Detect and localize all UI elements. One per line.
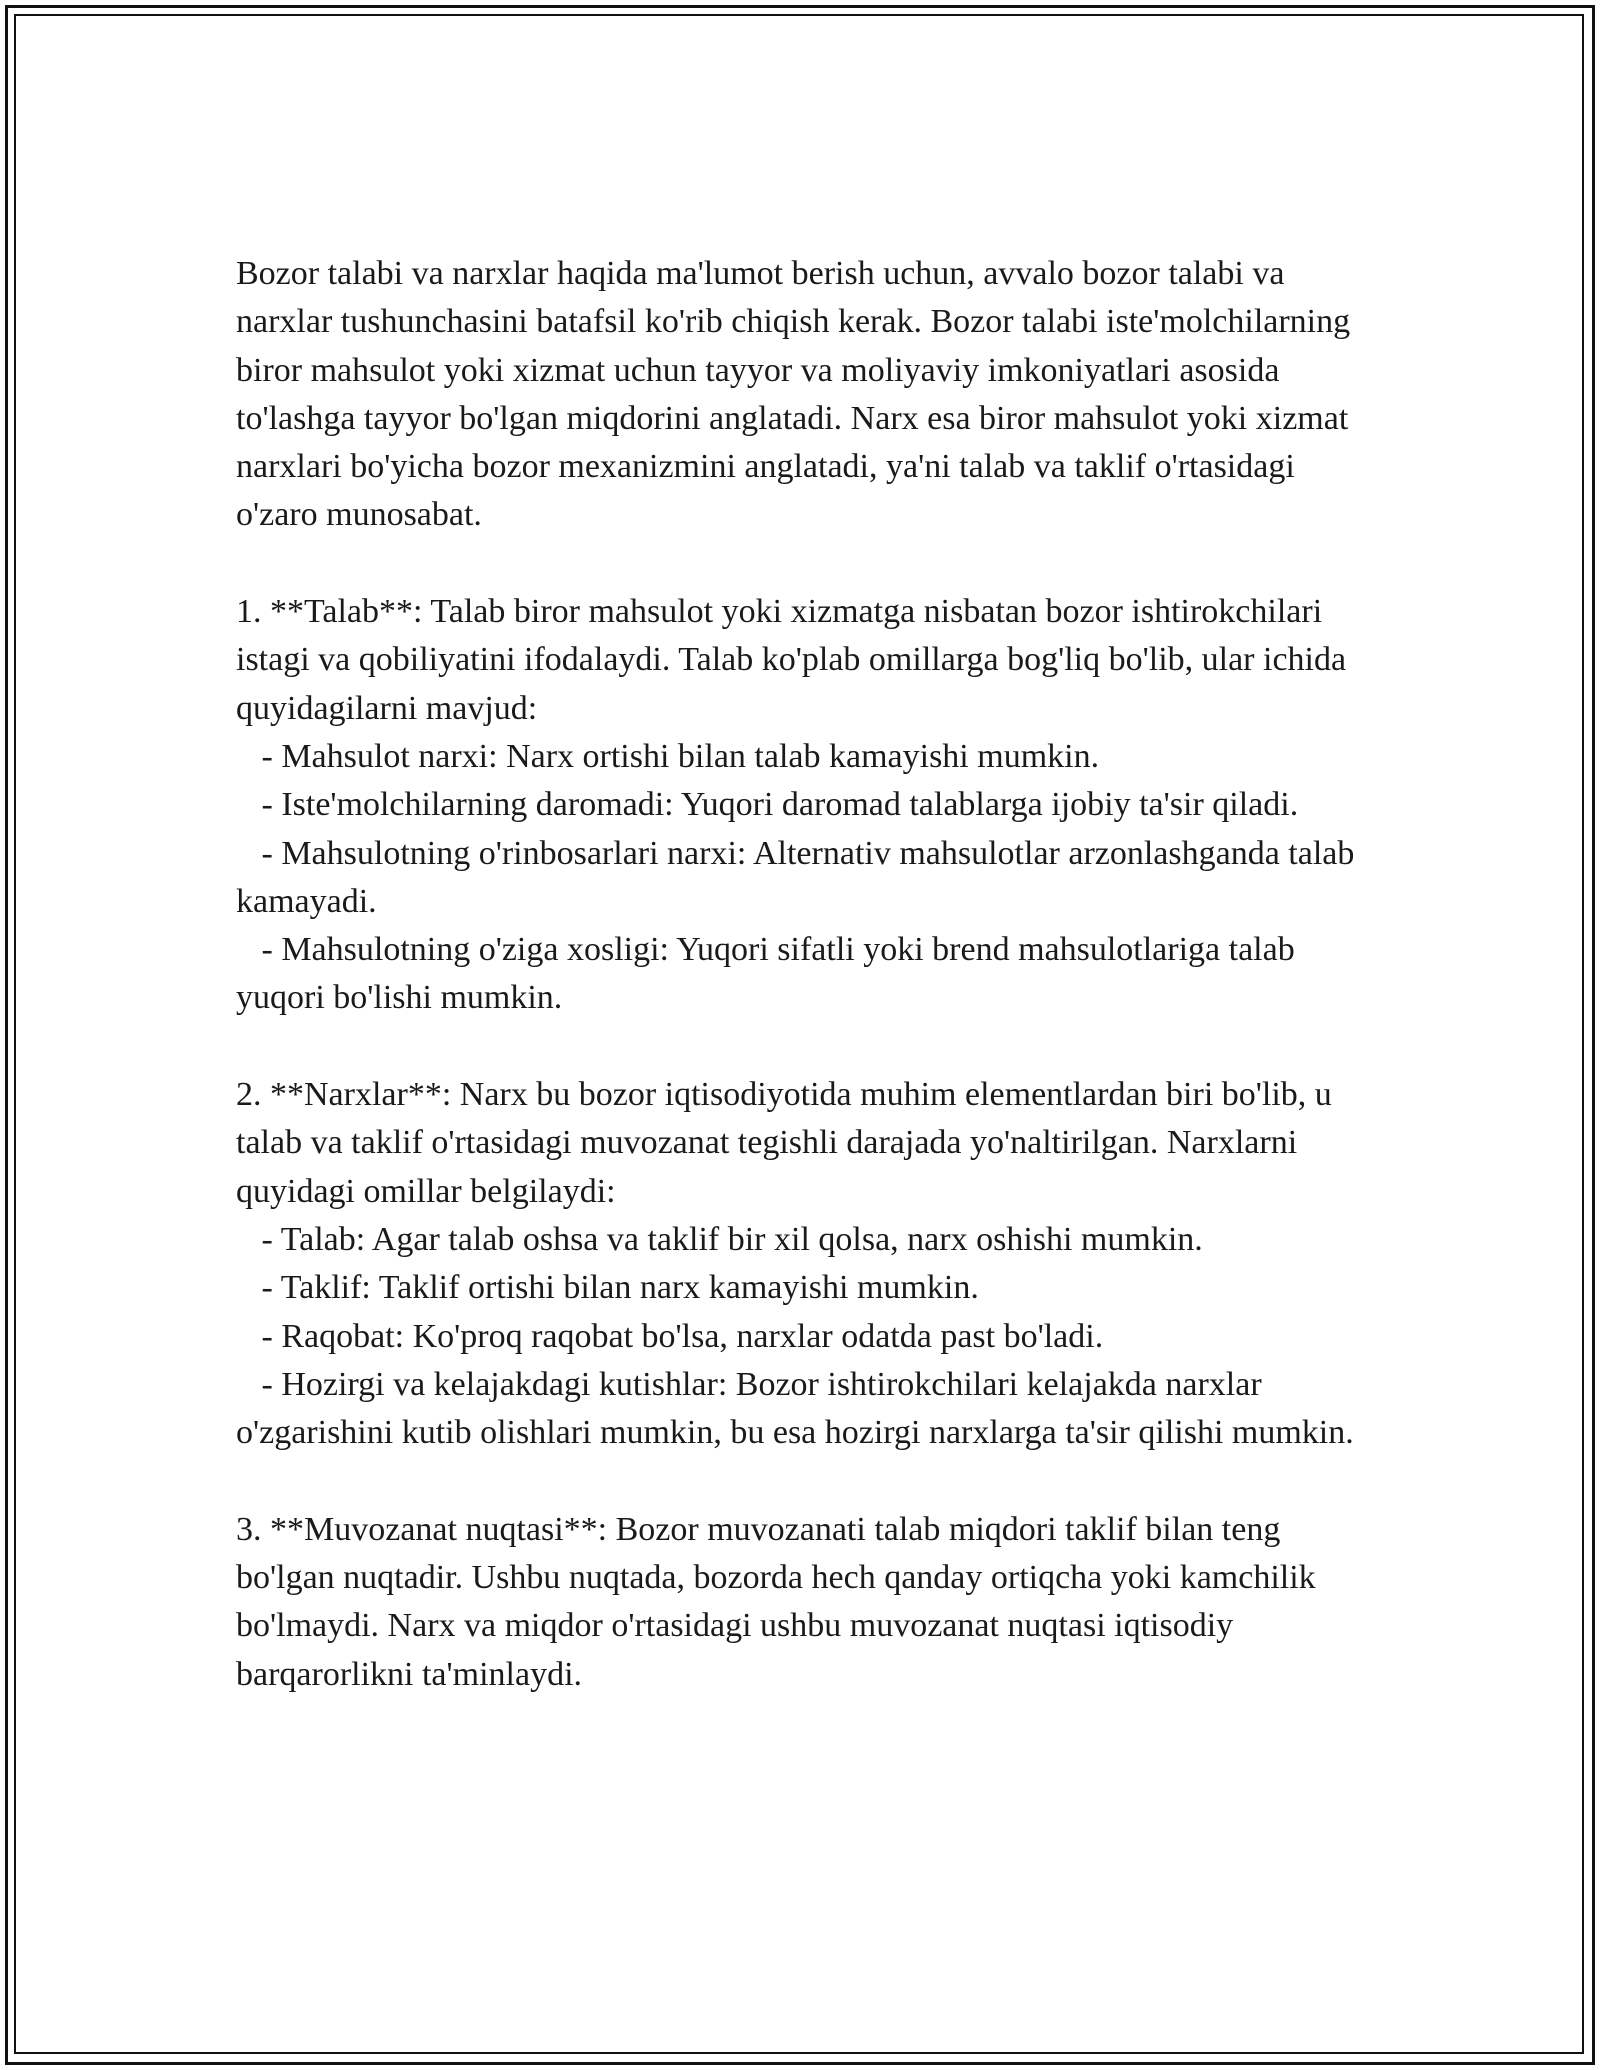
intro-paragraph: Bozor talabi va narxlar haqida ma'lumot berish uchun, avvalo bozor talabi va narxlar tushunchasini batafsil ko'rib chiqish kerak. Bozor talabi iste'molchilarning biror mahsulot yoki xizmat uchun tayyor va moliyaviy imkoniyatlari asosida to'lashga tayyor bo'lgan miqdorini anglatadi. Narx esa biror mahsulot yoki xizmat narxlari bo'yicha bozor mexanizmini anglatadi, ya'ni talab va taklif o'rtasidagi o'zaro munosabat. [236,255,1359,534]
bullet-oziga-xoslik: - Mahsulotning o'ziga xosligi: Yuqori sifatli yoki brend mahsulotlariga talab yuqori bo'lishi mumkin. [236,931,1304,1017]
section-3-muvozanat: 3. **Muvozanat nuqtasi**: Bozor muvozanati talab miqdori taklif bilan teng bo'lgan nuqtadir. Ushbu nuqtada, bozorda hech qanday ortiqcha yoki kamchilik bo'lmaydi. Narx va miqdor o'rtasidagi ushbu muvozanat nuqtasi iqtisodiy barqarorlikni ta'minlaydi. [236,1510,1325,1693]
bullet-mahsulot-narxi: - Mahsulot narxi: Narx ortishi bilan talab kamayishi mumkin. [236,737,1100,775]
section-1-talab: 1. **Talab**: Talab biror mahsulot yoki xizmatga nisbatan bozor ishtirokchilari istagi va qobiliyatini ifodalaydi. Talab ko'plab omillarga bog'liq bo'lib, ular ichida quyidagilarni mavjud: [236,593,1355,727]
bullet-raqobat: - Raqobat: Ko'proq raqobat bo'lsa, narxlar odatda past bo'ladi. [236,1317,1104,1355]
bullet-orinbosarlar-narxi: - Mahsulotning o'rinbosarlari narxi: Alternativ mahsulotlar arzonlashganda talab kamayadi. [236,834,1363,920]
bullet-taklif: - Taklif: Taklif ortishi bilan narx kamayishi mumkin. [236,1269,979,1307]
section-2-narxlar: 2. **Narxlar**: Narx bu bozor iqtisodiyotida muhim elementlardan biri bo'lib, u talab va taklif o'rtasidagi muvozanat tegishli darajada yo'naltirilgan. Narxlarni quyidagi omillar belgilaydi: [236,1076,1341,1210]
document-body [236,250,1376,1699]
bullet-kutishlar: - Hozirgi va kelajakdagi kutishlar: Bozor ishtirokchilari kelajakda narxlar o'zgarishini kutib olishlari mumkin, bu esa hozirgi narxlarga ta'sir qilishi mumkin. [236,1365,1354,1452]
bullet-iste-molchilar-daromadi: - Iste'molchilarning daromadi: Yuqori daromad talablarga ijobiy ta'sir qiladi. [236,786,1299,824]
bullet-talab: - Talab: Agar talab oshsa va taklif bir xil qolsa, narx oshishi mumkin. [236,1220,1203,1258]
